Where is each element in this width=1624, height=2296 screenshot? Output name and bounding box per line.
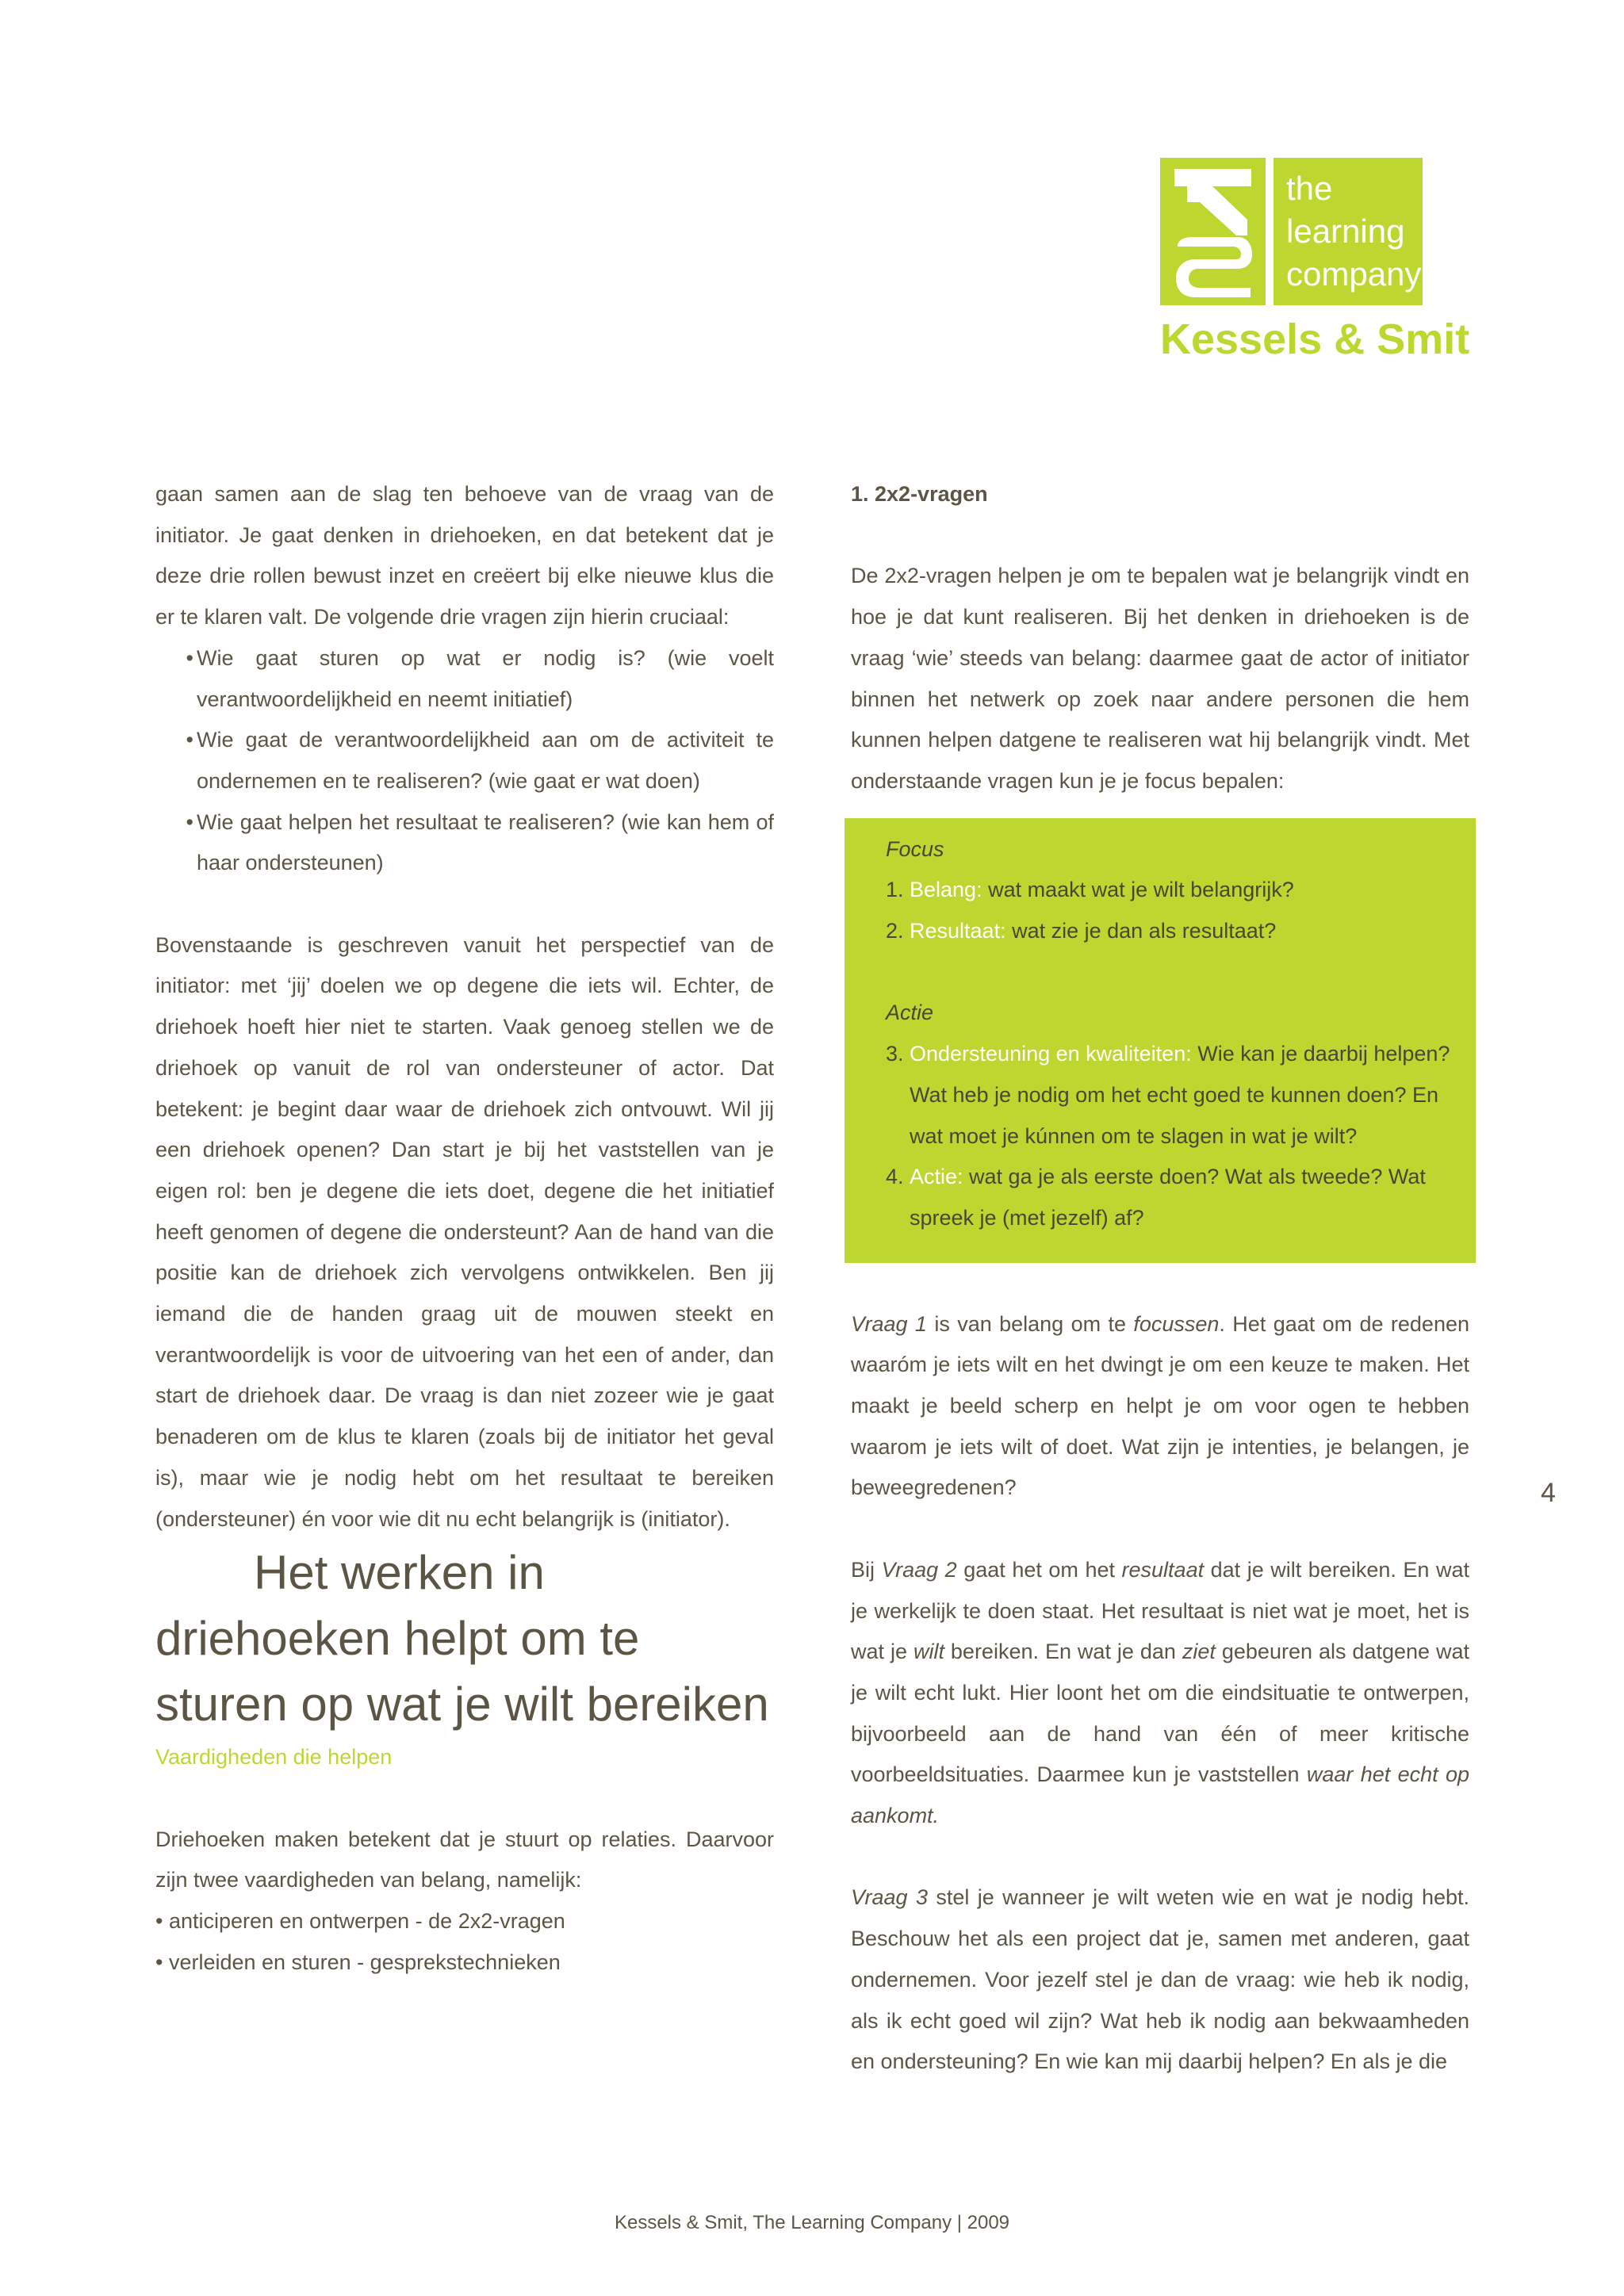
section-title: Vaardigheden die helpen xyxy=(155,1745,393,1770)
text: bereiken. En wat je dan xyxy=(944,1640,1182,1664)
page-number: 4 xyxy=(1541,1478,1556,1508)
item-number: 2. xyxy=(886,919,904,943)
em-text: Vraag 3 xyxy=(851,1885,928,1910)
em-text: ziet xyxy=(1182,1640,1216,1664)
text: dat je wilt bereiken. En wat je werkelijk te doen staat. Het resultaat is niet wat je moet, het is wat je xyxy=(851,1557,1470,1664)
list-item-text: Wie gaat helpen het resultaat te realiseren? (wie kan hem of haar ondersteunen) xyxy=(197,809,774,875)
item-body: wat zie je dan als resultaat? xyxy=(1005,919,1277,943)
tagline-word: company xyxy=(1286,255,1422,293)
bullet-icon: • xyxy=(186,645,193,670)
list-item: • verleiden en sturen - gesprekstechnieken xyxy=(155,1950,561,1974)
text: . Het gaat om de redenen waaróm je iets wilt en het dwingt je om een keuze te maken. Het maakt je beeld scherp en helpt je om voor ogen te hebben waarom je iets wilt of doet. Wat zijn je intenties, je belangen, je beweegredenen? xyxy=(851,1311,1469,1500)
intro-paragraph: De 2x2-vragen helpen je om te bepalen wat je belangrijk vindt en hoe je dat kunt realiseren. Bij het denken in driehoeken is de vraag ‘wie’ steeds van belang: daarmee gaat de actor of initiator binnen het netwerk op zoek naar andere personen die hem kunnen helpen datgene te realiseren wat hij belangrijk vindt. Met onderstaande vragen kun je je focus bepalen: xyxy=(851,564,1469,793)
em-text: Vraag 1 xyxy=(851,1311,927,1336)
bullet-icon: • xyxy=(186,809,193,834)
item-number: 4. xyxy=(886,1165,904,1189)
focus-box xyxy=(845,818,1476,1263)
em-text: resultaat xyxy=(1121,1557,1205,1582)
actie-title-text: Actie xyxy=(886,1001,934,1025)
text: is van belang om te xyxy=(926,1311,1134,1336)
text: gaat het om het xyxy=(956,1557,1122,1582)
body-paragraph: Driehoeken maken betekent dat je stuurt op relaties. Daarvoor zijn twee vaardigheden van belang, namelijk: xyxy=(155,1827,774,1892)
focus-title-text: Focus xyxy=(886,836,944,861)
spacer xyxy=(155,884,774,925)
text: Bij xyxy=(851,1557,882,1582)
body-paragraph-vraag2 xyxy=(851,1550,1469,1837)
company-logo xyxy=(1160,158,1471,364)
item-text xyxy=(910,1157,1452,1238)
item-text xyxy=(910,870,1452,911)
body-paragraph-vraag1 xyxy=(851,1304,1469,1510)
item-text xyxy=(910,911,1452,952)
spacer xyxy=(851,1837,1469,1878)
item-body: Wie kan je daarbij helpen? Wat heb je nodig om het echt goed te kunnen doen? En wat moet je kúnnen om te slagen in wat je wilt? xyxy=(910,1042,1450,1148)
list-item xyxy=(155,720,774,802)
body-paragraph: Bovenstaande is geschreven vanuit het perspectief van de initiator: met ‘jij’ doelen we op degene die iets wil. Echter, de driehoek hoeft hier niet te starten. Vaak genoeg stellen we de driehoek op vanuit de rol van ondersteuner of actor. Dat betekent: je begint daar waar de driehoek zich ontvouwt. Wil jij een driehoek openen? Dan start je bij het vaststellen van je eigen rol: ben je degene die iets doet, degene die het initiatief heeft genomen of degene die ondersteunt? Aan de hand van die positie kan de driehoek zich vervolgens ontwikkelen. Ben jij iemand die de handen graag uit de mouwen steekt en verantwoordelijk is voor de uitvoering van het een of ander, dan start de driehoek daar. De vraag is dan niet zozeer wie je gaat benaderen om de klus te klaren (zoals bij de initiator het geval is), maar wie je nodig hebt om het resultaat te bereiken (ondersteuner) én voor wie dit nu echt belangrijk is (initiator). xyxy=(155,932,774,1531)
spacer xyxy=(155,1778,774,1820)
item-number: 3. xyxy=(886,1042,904,1066)
tagline xyxy=(1286,167,1421,296)
tagline-word: the xyxy=(1286,170,1333,207)
list-item xyxy=(886,1157,1452,1238)
intro-paragraph: gaan samen aan de slag ten behoeve van de vraag van de initiator. Je gaat denken in driehoeken, en dat betekent dat je deze drie rollen bewust inzet en creëert bij elke nieuwe klus die er te klaren valt. De volgende drie vragen zijn hierin cruciaal: xyxy=(155,482,774,629)
tagline-word: learning xyxy=(1286,212,1405,250)
pull-quote-text: Het werken in driehoeken helpt om te sturen op wat je wilt bereiken xyxy=(155,1546,769,1732)
actie-title xyxy=(886,993,1452,1034)
pull-quote xyxy=(155,1540,774,1737)
list-item xyxy=(155,802,774,884)
item-label: Ondersteuning en kwaliteiten: xyxy=(910,1042,1192,1066)
item-body: wat ga je als eerste doen? Wat als tweede? Wat spreek je (met jezelf) af? xyxy=(910,1165,1426,1230)
item-number: 1. xyxy=(886,878,904,902)
spacer xyxy=(851,1509,1469,1550)
list-item xyxy=(886,911,1452,952)
spacer xyxy=(886,952,1452,993)
em-text: waar het echt op aankomt. xyxy=(851,1762,1469,1828)
item-body: wat maakt wat je wilt belangrijk? xyxy=(982,878,1294,902)
list-item-text: Wie gaat de verantwoordelijkheid aan om de activiteit te ondernemen en te realiseren? (wie gaat er wat doen) xyxy=(197,728,774,793)
item-text xyxy=(910,1034,1452,1157)
right-column xyxy=(851,474,1469,2083)
em-text: wilt xyxy=(913,1640,944,1664)
list-item xyxy=(155,638,774,720)
footer: Kessels & Smit, The Learning Company | 2009 xyxy=(614,2212,1010,2233)
list-item xyxy=(886,870,1452,911)
left-column xyxy=(155,474,774,1983)
text: gebeuren als datgene wat je wilt echt lukt. Hier loont het om die eindsituatie te ontwerpen, bijvoorbeeld aan de hand van één of meer kritische voorbeeldsituaties. Daarmee kun je vaststellen xyxy=(851,1640,1469,1787)
bullet-icon: • xyxy=(186,728,193,752)
em-text: focussen xyxy=(1133,1311,1220,1336)
text: stel je wanneer je wilt weten wie en wat je nodig hebt. Beschouw het als een project dat je, samen met anderen, gaat ondernemen. Voor jezelf stel je dan de vraag: wie heb ik nodig, als ik echt goed wil zijn? Wat heb ik nodig aan bekwaamheden en ondersteuning? En wie kan mij daarbij helpen? En als je die xyxy=(851,1885,1469,2074)
body-paragraph-vraag3 xyxy=(851,1877,1469,2083)
ks-monogram-icon xyxy=(1160,158,1266,305)
list-item xyxy=(886,1034,1452,1157)
item-label: Resultaat: xyxy=(910,919,1006,943)
item-label: Actie: xyxy=(910,1165,963,1189)
list-item: • anticiperen en ontwerpen - de 2x2-vragen xyxy=(155,1909,565,1934)
item-label: Belang: xyxy=(910,878,982,902)
spacer xyxy=(851,515,1469,557)
list-item-text: Wie gaat sturen op wat er nodig is? (wie voelt verantwoordelijkheid en neemt initiatief) xyxy=(197,645,774,711)
section-heading: 1. 2x2-vragen xyxy=(851,482,988,506)
em-text: Vraag 2 xyxy=(881,1557,957,1582)
brand-name: Kessels & Smit xyxy=(1160,316,1470,363)
focus-title xyxy=(886,829,1452,871)
tagline-box xyxy=(1274,158,1423,305)
